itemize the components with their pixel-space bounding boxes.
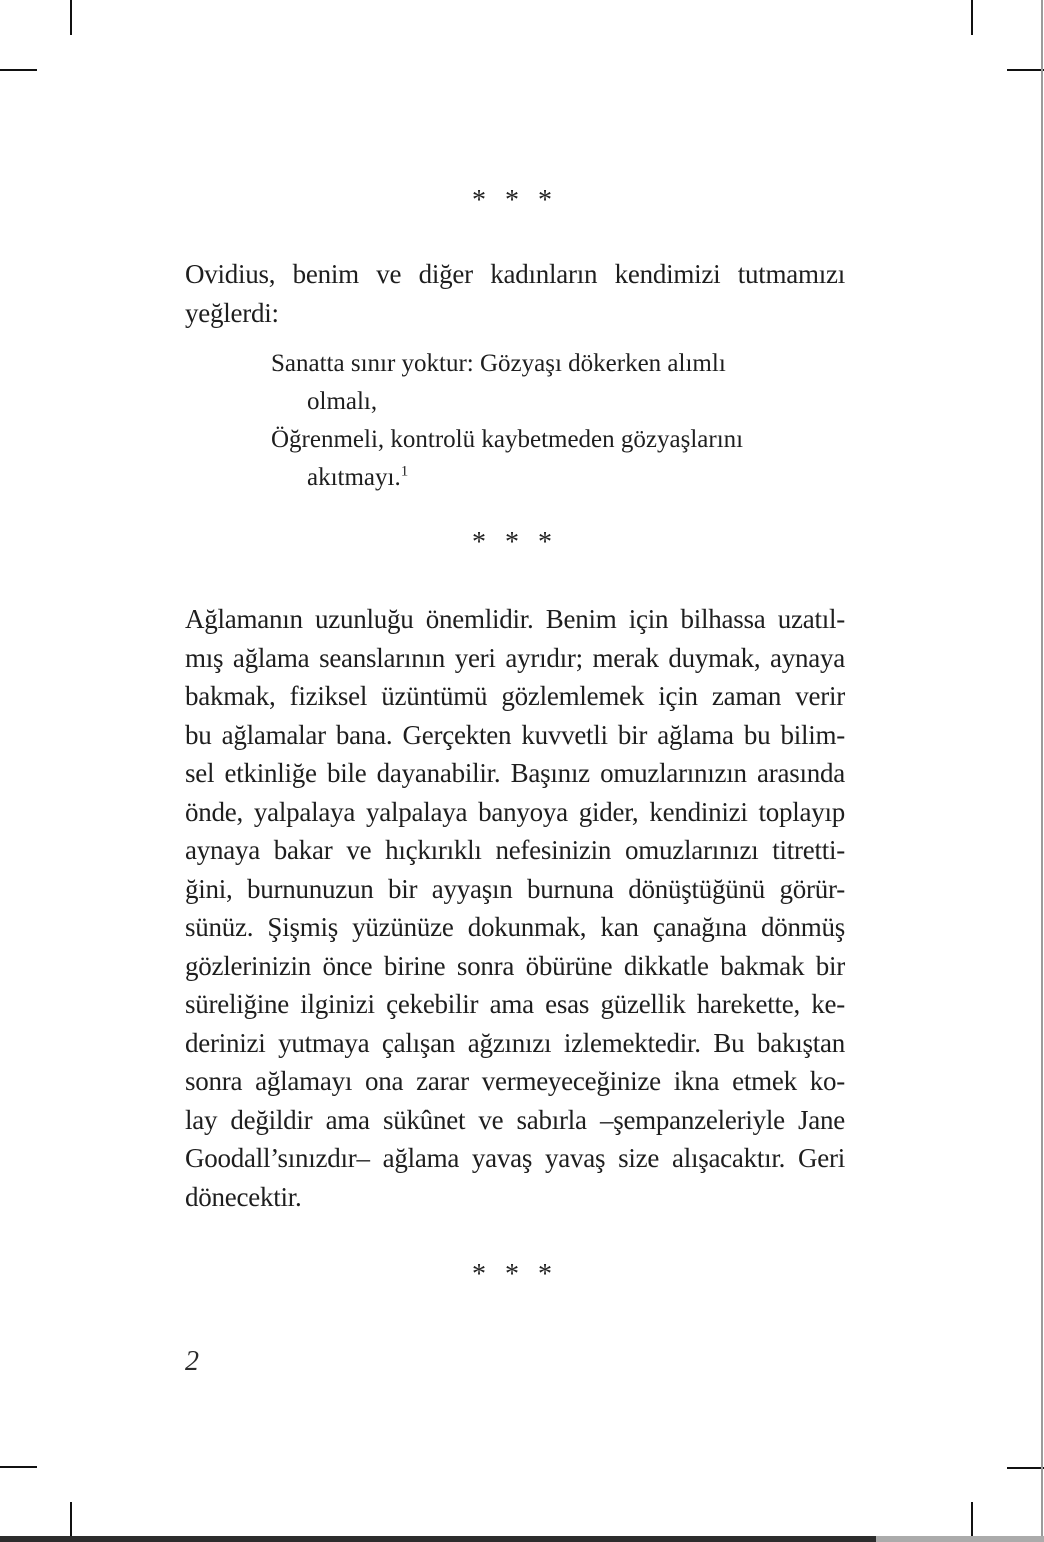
- section-separator-bottom: * * *: [472, 1259, 558, 1290]
- verse-line-text: akıtmayı.: [307, 464, 401, 491]
- intro-line: yeğlerdi:: [185, 297, 279, 328]
- paragraph-line: sünüz. Şişmiş yüzünüze dokunmak, kan çanağına dönmüş: [185, 912, 845, 942]
- intro-paragraph: [185, 255, 845, 332]
- crop-mark-top-right-horizontal: [1007, 69, 1044, 71]
- paragraph-line: mış ağlama seanslarının yeri ayrıdır; merak duymak, aynaya: [185, 642, 845, 673]
- paragraph-line: derinizi yutmaya çalışan ağzınızı izlemektedir. Bu bakıştan: [185, 1027, 845, 1058]
- verse-line: olmalı,: [307, 388, 378, 415]
- paragraph-line: Goodall’sınızdır– ağlama yavaş yavaş size alışacaktır. Geri: [185, 1143, 845, 1173]
- paragraph-line: süreliğine ilginizi çekebilir ama esas güzellik harekette, ke-: [185, 989, 845, 1019]
- intro-line: Ovidius, benim ve diğer kadınların kendimizi tutmamızı: [185, 259, 845, 289]
- crop-mark-bottom-left-vertical: [70, 1502, 72, 1537]
- footnote-reference: 1: [400, 463, 409, 480]
- section-separator-top: * * *: [472, 185, 558, 216]
- paragraph-line: aynaya bakar ve hıçkırıklı nefesinizin omuzlarınızı titretti-: [185, 835, 845, 865]
- section-separator-middle: * * *: [472, 527, 558, 558]
- paragraph-line: dönecektir.: [185, 1181, 302, 1212]
- crop-mark-top-right-vertical: [971, 0, 973, 35]
- scan-edge-bottom-dark-bar: [0, 1536, 876, 1542]
- scan-edge-bottom-light-bar: [876, 1536, 1044, 1542]
- paragraph-line: Ağlamanın uzunluğu önemlidir. Benim için bilhassa uzatıl-: [185, 604, 845, 634]
- crop-mark-top-left-horizontal: [0, 69, 37, 71]
- verse-quotation: [271, 345, 743, 497]
- crop-mark-bottom-right-horizontal: [1007, 1467, 1044, 1469]
- page-number: 2: [185, 1346, 199, 1377]
- verse-line: [307, 459, 743, 497]
- verse-line: Öğrenmeli, kontrolü kaybetmeden gözyaşlarını: [271, 426, 744, 453]
- paragraph-line: sonra ağlamayı ona zarar vermeyeceğinize ikna etmek ko-: [185, 1066, 845, 1096]
- main-paragraph: [185, 600, 845, 1216]
- crop-mark-bottom-left-horizontal: [0, 1466, 37, 1468]
- paragraph-line: ğini, burnunuzun bir ayyaşın burnuna dönüştüğünü görür-: [185, 873, 845, 904]
- paragraph-line: bu ağlamalar bana. Gerçekten kuvvetli bir ağlama bu bilim-: [185, 719, 845, 750]
- scan-edge-right-line: [1041, 0, 1043, 1542]
- crop-mark-top-left-vertical: [70, 0, 72, 35]
- paragraph-line: lay değildir ama sükûnet ve sabırla –şempanzeleriyle Jane: [185, 1104, 845, 1135]
- verse-line: Sanatta sınır yoktur: Gözyaşı dökerken alımlı: [271, 350, 726, 377]
- paragraph-line: bakmak, fiziksel üzüntümü gözlemlemek için zaman verir: [185, 681, 845, 711]
- paragraph-line: gözlerinizin önce birine sonra öbürüne dikkatle bakmak bir: [185, 950, 845, 981]
- crop-mark-bottom-right-vertical: [971, 1502, 973, 1537]
- paragraph-line: sel etkinliğe bile dayanabilir. Başınız omuzlarınızın arasında: [185, 758, 845, 788]
- paragraph-line: önde, yalpalaya yalpalaya banyoya gider, kendinizi toplayıp: [185, 796, 845, 827]
